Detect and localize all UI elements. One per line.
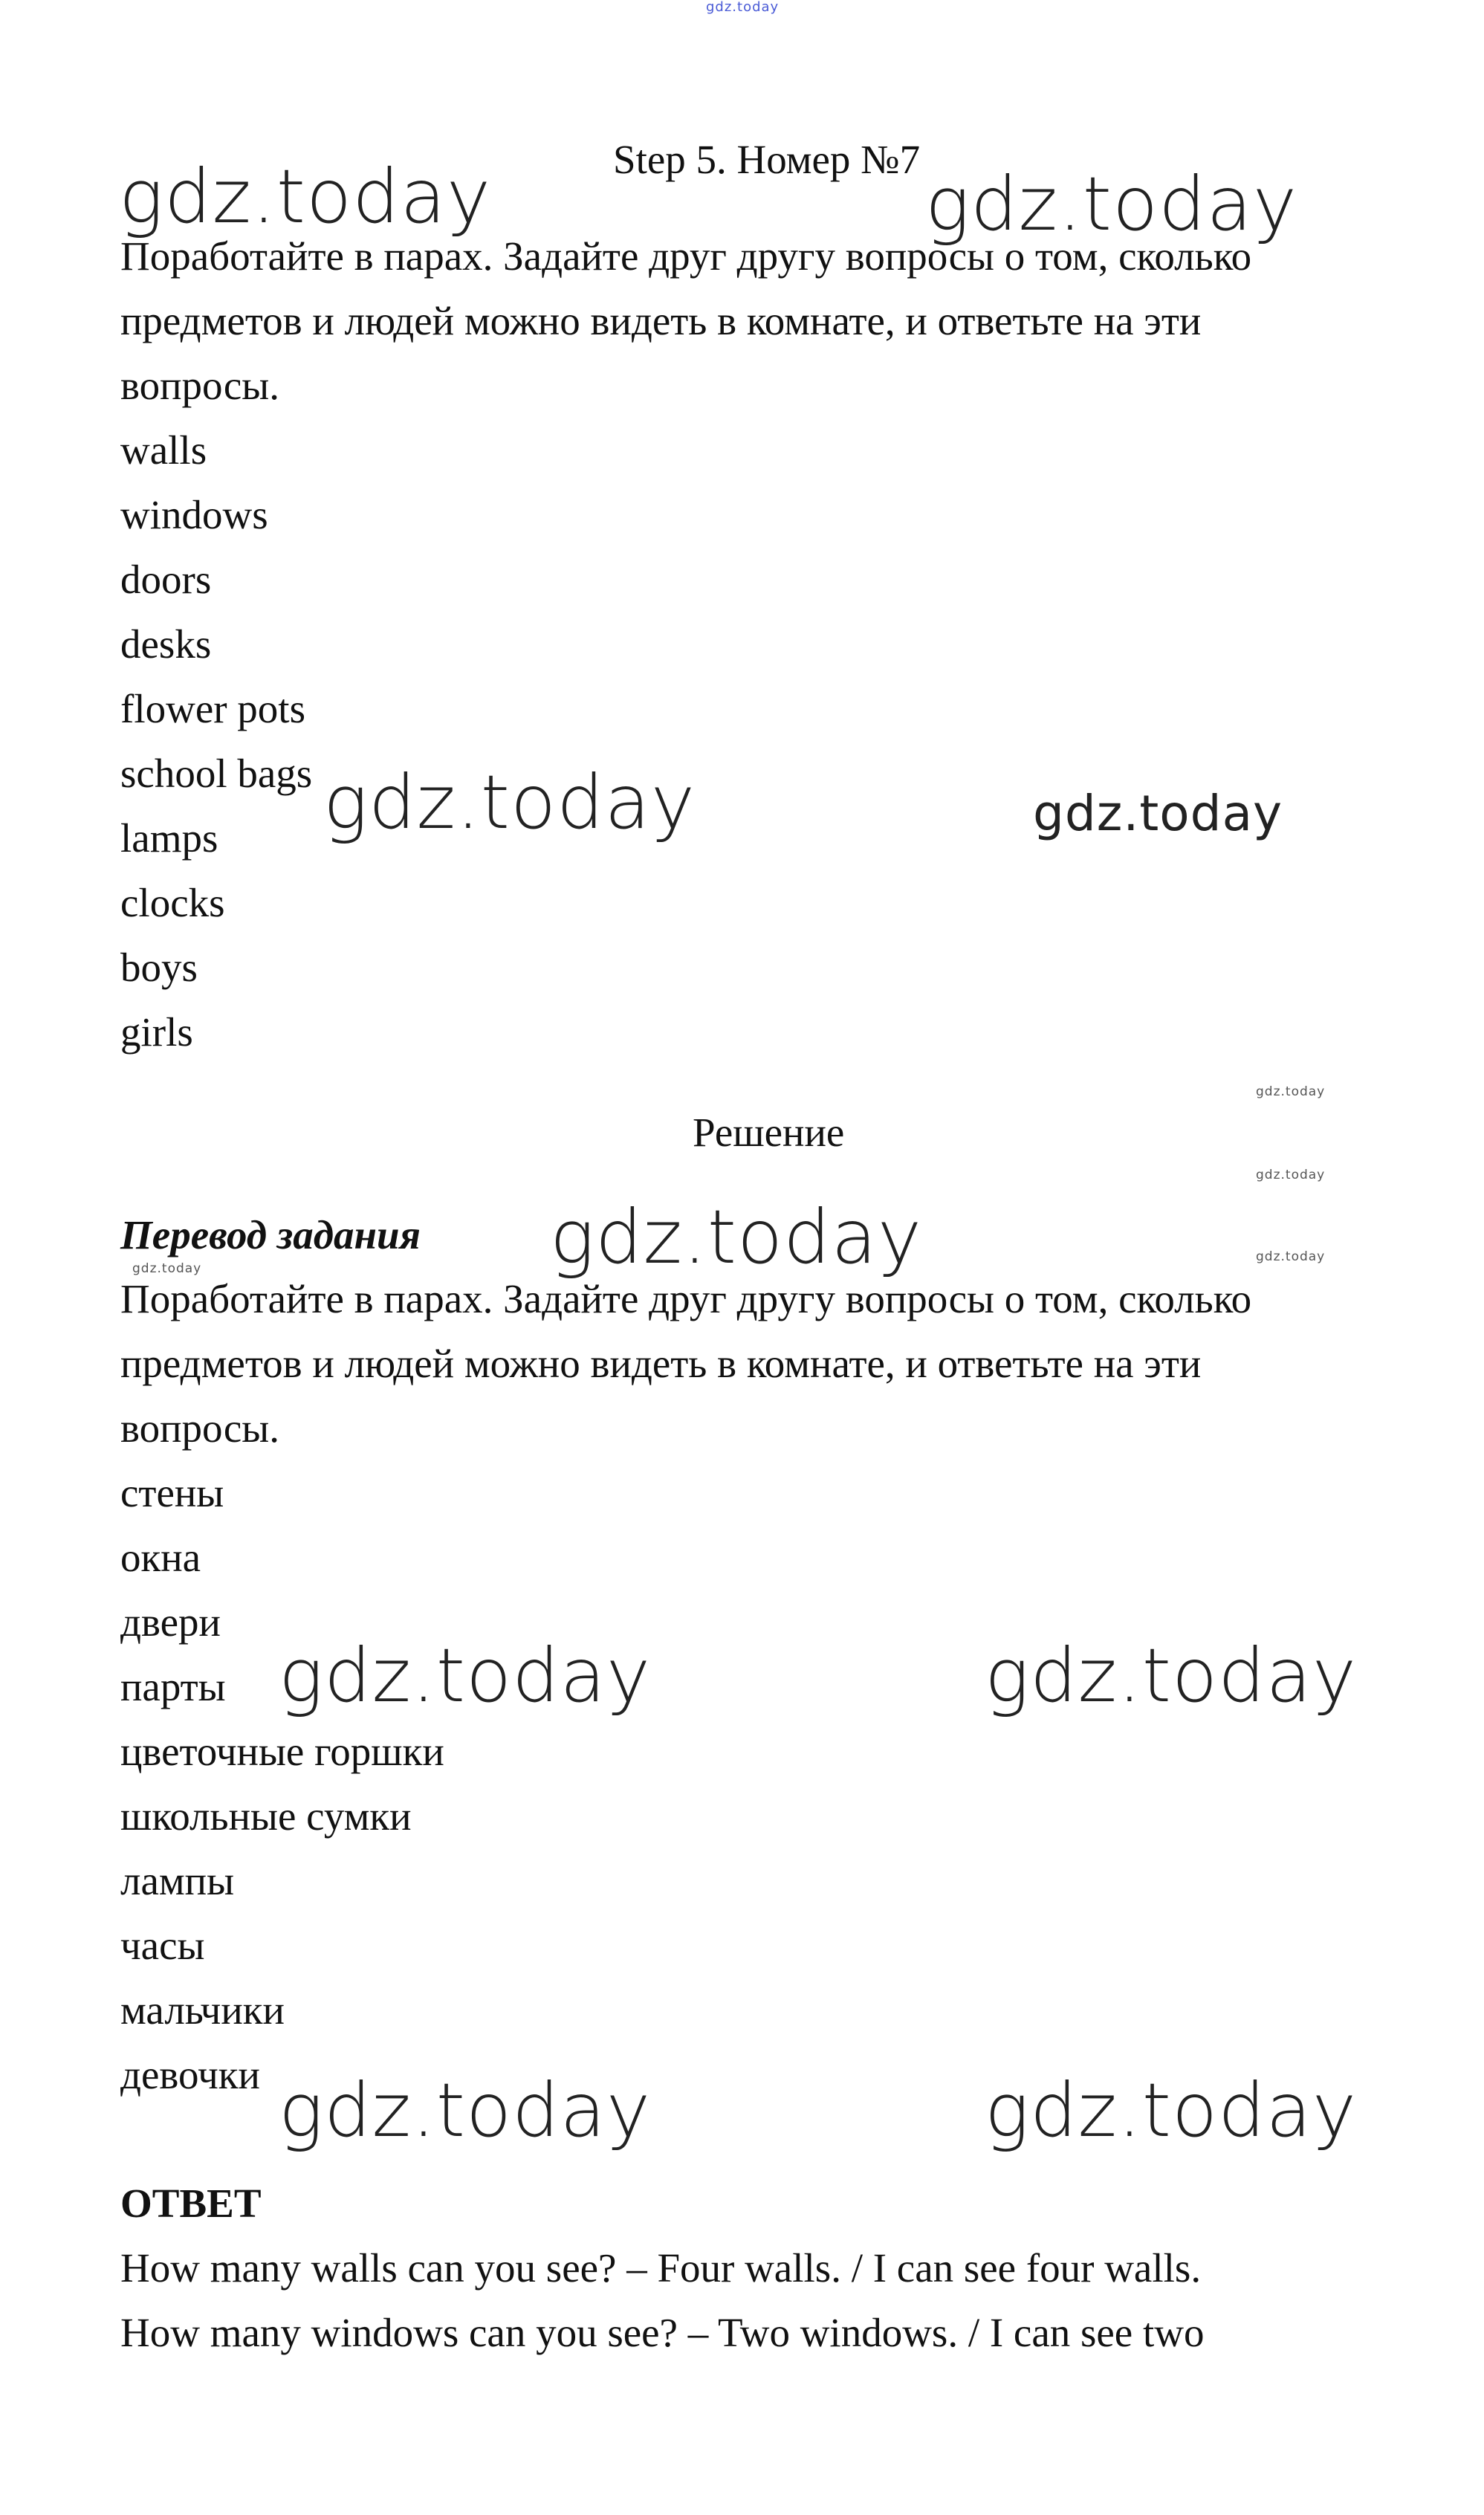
solution-paragraph-line-2: предметов и людей можно видеть в комнате, и ответьте на эти [120,1341,1202,1386]
watermark-logo: gdz.today [985,1632,1358,1719]
task-item: walls [120,427,207,473]
watermark-logo: gdz.today [1033,785,1283,842]
task-item: flower pots [120,686,305,731]
solution-heading: Решение [693,1110,845,1155]
task-item: desks [120,621,212,667]
watermark-logo: gdz.today [279,1632,652,1719]
answer-heading: ОТВЕТ [120,2181,262,2226]
task-paragraph-line-1: Поработайте в парах. Задайте друг другу вопросы о том, сколько [120,233,1252,279]
task-paragraph-line-3: вопросы. [120,363,280,408]
task-item: doors [120,557,212,602]
solution-item: окна [120,1535,201,1580]
solution-item: цветочные горшки [120,1729,444,1774]
watermark-logo: gdz.today [323,759,696,846]
task-item: girls [120,1009,193,1055]
task-item: boys [120,945,198,990]
page-title: Step 5. Номер №7 [613,137,921,182]
solution-paragraph-line-1: Поработайте в парах. Задайте друг другу вопросы о том, сколько [120,1276,1252,1321]
answer-line-1: How many walls can you see? – Four walls. / I can see four walls. [120,2245,1202,2291]
watermark-logo: gdz.today [925,161,1298,247]
solution-item: мальчики [120,1987,285,2033]
solution-item: школьные сумки [120,1793,412,1839]
watermark-logo: gdz.today [132,1261,202,1276]
top-watermark: gdz.today [706,0,780,15]
solution-item: парты [120,1664,226,1709]
watermark-logo: gdz.today [119,153,492,240]
task-item: school bags [120,751,313,796]
solution-item: часы [120,1923,205,1968]
solution-item: девочки [120,2052,260,2097]
watermark-logo: gdz.today [1256,1168,1326,1182]
solution-item: стены [120,1470,224,1515]
answer-line-2: How many windows can you see? – Two windows. / I can see two [120,2310,1205,2355]
watermark-logo: gdz.today [1256,1249,1326,1264]
task-item: windows [120,492,268,537]
solution-paragraph-line-3: вопросы. [120,1405,280,1451]
task-item: clocks [120,880,225,925]
watermark-logo: gdz.today [1256,1084,1326,1099]
watermark-logo: gdz.today [550,1194,923,1281]
task-paragraph-line-2: предметов и людей можно видеть в комнате, и ответьте на эти [120,298,1202,343]
solution-item: лампы [120,1858,235,1903]
translation-heading: Перевод задания [120,1212,421,1258]
task-item: lamps [120,815,218,861]
solution-item: двери [120,1599,221,1645]
watermark-logo: gdz.today [279,2067,652,2154]
watermark-logo: gdz.today [985,2067,1358,2154]
